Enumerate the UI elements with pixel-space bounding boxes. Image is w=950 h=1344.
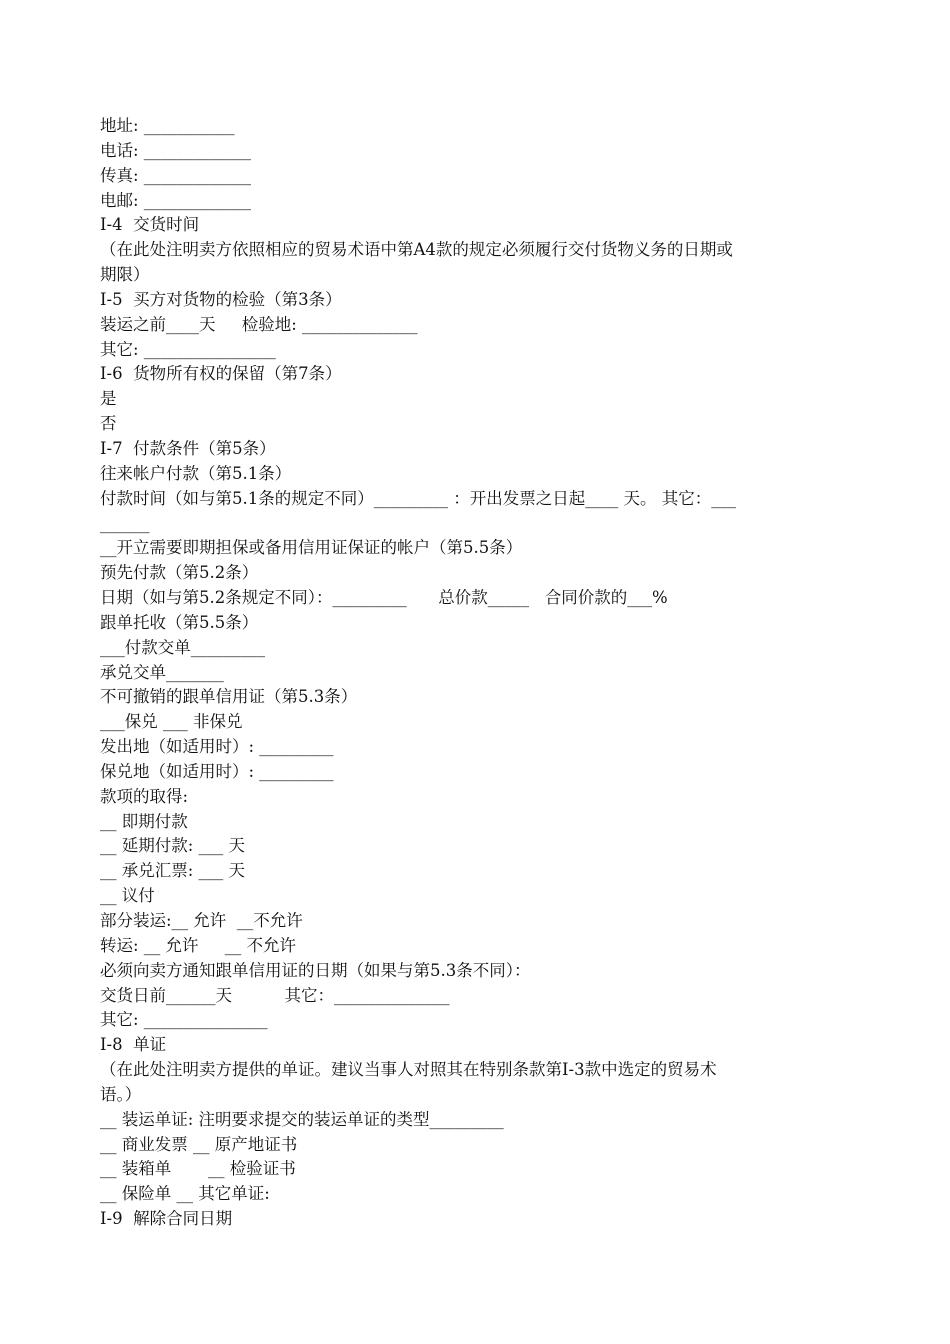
text-line: （在此处注明卖方提供的单证。建议当事人对照其在特别条款第I-3款中选定的贸易术	[100, 1060, 717, 1080]
text-line: 期限）	[100, 265, 150, 285]
text-line: 是	[100, 389, 117, 409]
contract-terms-body	[100, 114, 850, 1232]
text-line: 传真: _____________	[100, 165, 252, 185]
text-line: 付款时间（如与第5.1条的规定不同）_________ ：开出发票之日起____ 天。 其它：___	[100, 488, 736, 508]
text-line: I-6 货物所有权的保留（第7条）	[100, 364, 342, 384]
text-line: 其它: _______________	[100, 1010, 268, 1030]
text-line: 承兑交单_______	[100, 662, 224, 682]
text-line: 转运: __ 允许 __ 不允许	[100, 935, 297, 955]
text-line: __ 即期付款	[100, 811, 188, 831]
text-line: 日期（如与第5.2条规定不同）：_________ 总价款_____ 合同价款的___%	[100, 588, 668, 608]
text-line: 不可撤销的跟单信用证（第5.3条）	[100, 687, 358, 707]
text-line: 预先付款（第5.2条）	[100, 563, 259, 583]
text-line: __ 承兑汇票: ___ 天	[100, 861, 246, 881]
text-line: 其它: ________________	[100, 339, 276, 359]
text-line: 否	[100, 414, 117, 434]
text-line: I-4 交货时间	[100, 215, 200, 235]
text-line: I-8 单证	[100, 1035, 167, 1055]
text-line: __ 保险单 __ 其它单证:	[100, 1184, 270, 1204]
text-line: 电话: _____________	[100, 140, 252, 160]
text-line: ______	[100, 513, 150, 533]
text-line: __ 装箱单 __ 检验证书	[100, 1159, 296, 1179]
text-line: I-7 付款条件（第5条）	[100, 438, 276, 458]
text-line: I-9 解除合同日期	[100, 1209, 233, 1229]
text-line: 款项的取得:	[100, 786, 189, 806]
text-line: 地址: ___________	[100, 116, 235, 135]
text-line: ___保兑 ___ 非保兑	[100, 712, 243, 732]
text-line: 必须向卖方通知跟单信用证的日期（如果与第5.3条不同）：	[100, 960, 531, 980]
text-line: 电邮: _____________	[100, 190, 252, 210]
text-line: __ 议付	[100, 886, 155, 906]
text-line: 跟单托收（第5.5条）	[100, 612, 259, 632]
text-line: __ 延期付款: ___ 天	[100, 836, 246, 856]
text-line: ___付款交单_________	[100, 637, 265, 657]
text-line: __ 商业发票 __ 原产地证书	[100, 1134, 298, 1154]
text-line: __开立需要即期担保或备用信用证保证的帐户（第5.5条）	[100, 538, 523, 558]
text-line: 装运之前____天 检验地: ______________	[100, 314, 418, 334]
text-line: （在此处注明卖方依照相应的贸易术语中第A4款的规定必须履行交付货物义务的日期或	[100, 240, 733, 260]
text-line: 语。）	[100, 1084, 142, 1104]
text-line: 部分装运:__ 允许 __不允许	[100, 911, 303, 930]
text-line: __ 装运单证: 注明要求提交的装运单证的类型_________	[100, 1109, 504, 1129]
text-line: 交货日前______天 其它：______________	[100, 985, 450, 1005]
text-line: I-5 买方对货物的检验（第3条）	[100, 289, 342, 309]
text-line: 往来帐户付款（第5.1条）	[100, 463, 292, 483]
text-line: 发出地（如适用时）: _________	[100, 737, 334, 757]
text-line: 保兑地（如适用时）: _________	[100, 761, 334, 781]
